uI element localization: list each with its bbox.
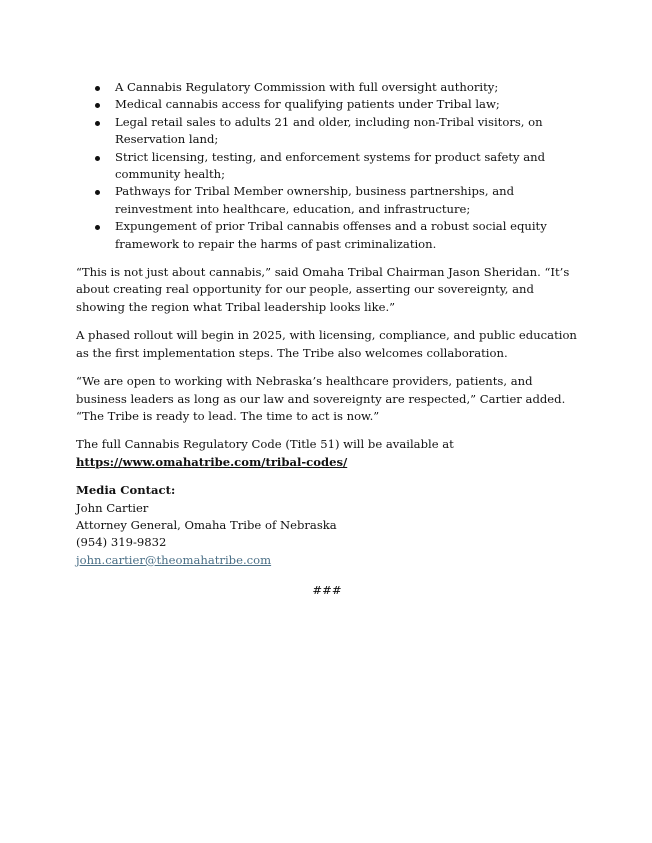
bullet-dot-icon [95,103,100,108]
bullet-dot-icon [95,121,100,126]
bullet-dot-icon [95,225,100,230]
bullet-item: Expungement of prior Tribal cannabis offenses and a robust social equity framework to repair the harms of past criminalization. [76,218,580,253]
bullet-item: Medical cannabis access for qualifying patients under Tribal law; [76,96,580,113]
bullet-item: Strict licensing, testing, and enforcement systems for product safety and community health; [76,149,580,184]
contact-title: Attorney General, Omaha Tribe of Nebraska [76,517,337,532]
contact-email-link[interactable]: john.cartier@theomahatribe.com [76,552,272,567]
code-availability-text: The full Cannabis Regulatory Code (Title 51) will be available at [76,437,454,452]
chairman-quote-paragraph: “This is not just about cannabis,” said Omaha Tribal Chairman Jason Sheridan. “It’s about creating real opportunity for our people, asserting our sovereignty, and showing the region what Tribal leadership looks like.” [76,265,570,314]
media-contact-heading: Media Contact: [76,483,176,498]
cartier-quote-paragraph: “We are open to working with Nebraska’s healthcare providers, patients, and business leaders as long as our law and sovereignty are respected,” Cartier added. “The Tribe is ready to lead. The time to act is now.” [76,374,566,423]
code-availability-paragraph [76,436,580,471]
bullet-item: Pathways for Tribal Member ownership, business partnerships, and reinvestment into healthcare, education, and infrastructure; [76,183,580,218]
contact-phone: (954) 319-9832 [76,535,167,550]
bullet-dot-icon [95,156,100,161]
tribal-codes-link[interactable]: https://www.omahatribe.com/tribal-codes/ [76,454,348,469]
rollout-paragraph: A phased rollout will begin in 2025, with licensing, compliance, and public education as the first implementation steps. The Tribe also welcomes collaboration. [76,328,577,360]
bullet-item: Legal retail sales to adults 21 and older, including non-Tribal visitors, on Reservation land; [76,114,580,149]
document-body [76,79,580,600]
bullet-item: A Cannabis Regulatory Commission with full oversight authority; [76,79,580,96]
media-contact-block [76,482,580,569]
bullet-dot-icon [95,86,100,91]
bullet-dot-icon [95,190,100,195]
contact-name: John Cartier [76,500,149,515]
end-mark: ### [312,583,342,598]
policy-bullet-list [76,79,580,253]
